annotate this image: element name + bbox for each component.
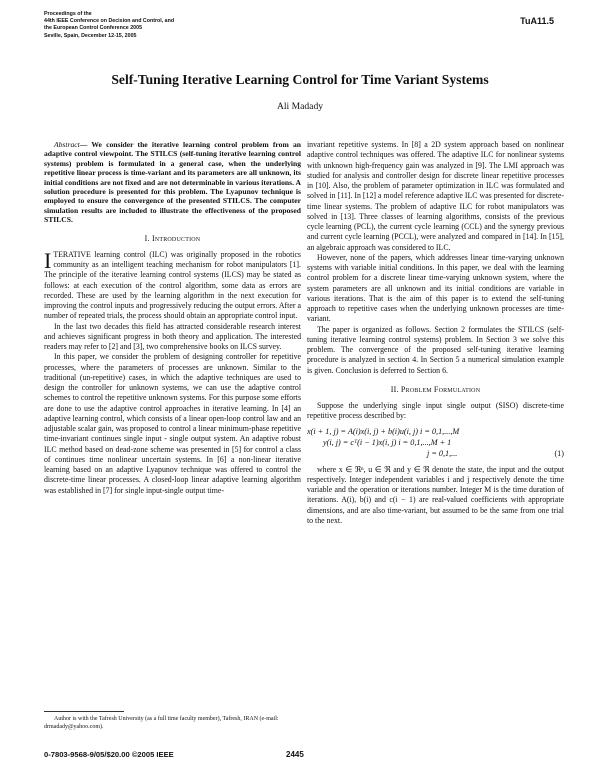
author-footnote: Author is with the Tafresh University (as a full time faculty member), Tafresh, IRAN (e-mail: drmadady@yahoo.com). xyxy=(44,716,279,730)
header-line: Seville, Spain, December 12-15, 2005 xyxy=(44,32,137,39)
author-name: Ali Madady xyxy=(276,101,324,112)
equation-line: j = 0,1,... xyxy=(427,448,458,458)
session-code: TuA11.5 xyxy=(520,16,554,26)
equation-number: (1) xyxy=(554,448,564,458)
proceedings-header xyxy=(44,11,294,40)
abstract-text: — We consider the iterative learning control problem from an adaptive control viewpoint. The STILCS (self-tuning iterative learning control systems) problem is formulated in a general case, when the underlying repetitive linear process is time-variant and its parameters are all unknown, its initial conditions are not fixed and are not determinable in various iterations. A solution procedure is presented for this problem. The Lyapunov technique is employed to ensure the convergence of the presented STILCS. The computer simulation results are included to illustrate the effectiveness of the proposed STILCS. xyxy=(44,140,301,225)
header-line: the European Control Conference 2005 xyxy=(44,25,143,32)
isbn-copyright: 0-7803-9568-9/05/$20.00 ©2005 IEEE xyxy=(44,750,174,759)
right-paragraph-3: The paper is organized as follows. Section 2 formulates the STILCS (self-tuning iterative learning control systems) problem. In Section 3 we solve this problem. The convergence of the proposed self-tuning iterative learning procedure is analyzed in section 4. In Section 5 a numerical simulation example is given. Conclusion is deferred to Section 6. xyxy=(307,324,564,375)
section-name: Introduction xyxy=(151,233,201,243)
section-heading-problem-formulation xyxy=(307,385,564,395)
equation-1 xyxy=(307,426,564,459)
right-column xyxy=(307,140,564,526)
drop-cap: I xyxy=(44,247,52,273)
header-line: 44th IEEE Conference on Decision and Control, and xyxy=(44,18,175,25)
left-column xyxy=(44,140,301,496)
right-paragraph-1: invariant repetitive systems. In [8] a 2D system approach based on nonlinear adaptive control techniques was offered. The adaptive ILC for nonlinear systems with unknown high-frequency gain was analyzed in [9]. The LMI approach was studied for analysis and controller design for discrete linear repetitive processes in [10]. Also, the problem of parameter optimization in ILC was formulated and solved in [11]. In [12] a model reference adaptive ILC was presented for discrete-time linear systems. The problem of adaptive ILC for robot manipulators was solved in [13]. Three classes of learning algorithms, consists of the previous cycle learning (PCL), the current cycle learning (CCL) and the synergy previous and current cycle learning (PCCL), were analyzed and compared in [14]. In [15], an algebraic approach was considered to ILC. xyxy=(307,140,564,252)
section-heading-introduction xyxy=(44,234,301,244)
right-paragraph-4: Suppose the underlying single input single output (SISO) discrete-time repetitive process described by: xyxy=(307,401,564,421)
page-number: 2445 xyxy=(286,750,304,759)
section-number: II. xyxy=(390,384,399,394)
section-number: I. xyxy=(144,233,150,243)
right-paragraph-5: where x ∈ ℜⁿ, u ∈ ℜ and y ∈ ℜ denote the state, the input and the output respectively. Integer independent variables i and j respectively denote the time variable and the operation or iterations number. Integer M is the time duration of iterations. A(i), b(i) and c(i − 1) are real-valued coefficients with appropriate dimensions, and are also time-variant, but assumed to be the same from one trial to the next. xyxy=(307,464,564,525)
paper-title: Self-Tuning Iterative Learning Control for Time Variant Systems xyxy=(111,72,489,87)
right-paragraph-2: However, none of the papers, which addresses linear time-varying unknown systems with variable initial conditions. In this paper, we deal with the learning control problem for a discrete linear time-varying unknown system, where the system parameters are all unknown and its initial conditions are variable in various iterations. That is the aim of this paper is to extend the self-tuning approach to repetitive cases when the underlying unknown processes are time-variant. xyxy=(307,252,564,324)
footnote-rule xyxy=(44,711,124,712)
intro-paragraph-3: In this paper, we consider the problem of designing controller for repetitive processes, where the parameters of processes are unknown. Similar to the traditional (un-repetitive) cases, in which the adaptive techniques are used to design the controller for unknown systems, we can use the adaptive control schemes to control the repetitive unknown systems. For this purpose some efforts are done to use the adaptive control approaches in iterative learning. In [4] an adaptive learning control, which consists of a linear open-loop control law and an adjustable scalar gain, was proposed to control a linear minimum-phase repetitive time-invariant continues single input - single output system. An adaptive robust ILC method based on dead-zone scheme was presented in [5] for control a class of continues time nonlinear uncertain systems. In [6] a non-linear iterative learning based on an adaptive Lyapunov technique was offered to control the discrete-time linear processes. A closed-loop linear adaptive learning algorithm was established in [7] for single input-single output time- xyxy=(44,352,301,495)
abstract-label: Abstract xyxy=(54,140,80,149)
section-name: Problem Formulation xyxy=(400,384,481,394)
intro-paragraph-2: In the last two decades this field has attracted considerable research interest and achieves significant progress in both theory and application. The interested readers may refer to [2] and [3], two comprehensive books on ILCS survey. xyxy=(44,321,301,352)
equation-line: x(i + 1, j) = A(i)x(i, j) + b(i)u(i, j) i = 0,1,...,M xyxy=(307,426,460,436)
abstract xyxy=(44,140,301,225)
equation-line: y(i, j) = cᵀ(i − 1)x(i, j) i = 0,1,...,M + 1 xyxy=(323,437,452,447)
header-line: Proceedings of the xyxy=(44,11,92,17)
intro-paragraph-1 xyxy=(44,247,301,322)
paragraph-text: TERATIVE learning control (ILC) was originally proposed in the robotics community as an intelligent teaching mechanism for robot manipulators [1]. The principle of the iterative learning control systems (ILCS) may be stated as follows: at each execution of the control algorithm, some data as errors are recorded. These are used by the learning algorithm in the next execution for improving the control inputs and progressively reducing the output errors. After a number of repeated trials, the process should obtain an appropriate control input. xyxy=(44,249,301,321)
